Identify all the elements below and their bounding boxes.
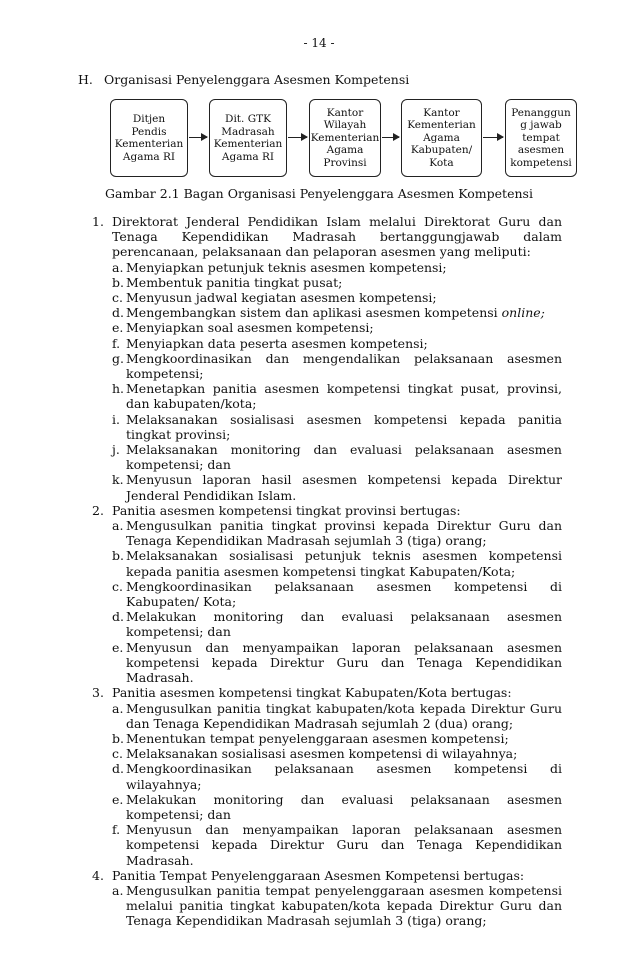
sub-item-letter: k.: [112, 472, 124, 488]
item-number: 2.: [92, 502, 104, 518]
sub-item-letter: b.: [112, 730, 124, 746]
item-number: 4.: [92, 867, 104, 883]
org-box-line: Penanggun: [511, 106, 571, 119]
sub-item: [0, 792, 638, 822]
list-item: [0, 685, 638, 700]
sub-item-letter: g.: [112, 350, 124, 366]
sub-item: [0, 412, 638, 442]
sub-item-text: Melaksanakan sosialisasi petunjuk teknis asesmen kompetensi kepada panitia asesmen kompetensi tingkat Kabupaten/Kota;: [126, 548, 562, 579]
sub-item-text: Menyiapkan soal asesmen kompetensi;: [126, 320, 374, 336]
sub-item-letter: f.: [112, 822, 121, 838]
sub-item: [0, 381, 638, 411]
sub-item: [0, 351, 638, 381]
arrow-right-icon: [483, 137, 503, 138]
task-list: [0, 214, 638, 929]
sub-item-letter: a.: [112, 882, 124, 898]
sub-item: [0, 260, 638, 275]
section-heading: [78, 72, 409, 87]
sub-item-text: Mengusulkan panitia tingkat kabupaten/kota kepada Direktur Guru dan Tenaga Kependidikan Madrasah sejumlah 2 (dua) orang;: [126, 700, 562, 731]
sub-item: [0, 701, 638, 731]
arrow-right-icon: [382, 137, 399, 138]
item-text: Direktorat Jenderal Pendidikan Islam melalui Direktorat Guru dan Tenaga Kependidikan Madrasah bertanggungjawab dalam perencanaan, pelaksanaan dan pelaporan asesmen yang meliputi:: [112, 214, 562, 260]
sub-item-letter: f.: [112, 335, 121, 351]
org-box-line: Wilayah: [323, 119, 367, 132]
sub-item-letter: h.: [112, 381, 125, 397]
item-number: 1.: [92, 214, 104, 229]
sub-item-text: Mengkoordinasikan pelaksanaan asesmen kompetensi di wilayahnya;: [126, 761, 562, 792]
sub-item-letter: i.: [112, 411, 120, 427]
item-text: Panitia asesmen kompetensi tingkat Kabupaten/Kota bertugas:: [112, 685, 512, 701]
sub-item-letter: c.: [112, 746, 123, 762]
sub-item-text: Melaksanakan sosialisasi asesmen kompetensi di wilayahnya;: [126, 746, 518, 762]
sub-item-letter: d.: [112, 609, 124, 625]
item-text: Panitia Tempat Penyelenggaraan Asesmen Kompetensi bertugas:: [112, 867, 525, 883]
sub-item-text: Mengembangkan sistem dan aplikasi asesmen kompetensi: [126, 305, 502, 321]
org-box-line: Kementerian: [407, 119, 476, 132]
org-box-kanwil-provinsi: [309, 99, 381, 177]
sub-item: [0, 640, 638, 686]
section-letter: H.: [78, 72, 93, 87]
arrow-right-icon: [288, 137, 307, 138]
sub-item-letter: j.: [112, 442, 120, 458]
org-box-line: g jawab: [520, 119, 562, 132]
sub-item-text: Menyiapkan data peserta asesmen kompetensi;: [126, 335, 428, 351]
sub-item-letter: a.: [112, 700, 124, 716]
org-box-kankemenag-kabkota: [401, 99, 482, 177]
sub-item-text: Mengusulkan panitia tingkat provinsi kepada Direktur Guru dan Tenaga Kependidikan Madrasah sejumlah 3 (tiga) orang;: [126, 518, 562, 549]
org-box-line: Agama: [326, 144, 364, 157]
sub-item-letter: a.: [112, 518, 124, 534]
sub-item: [0, 609, 638, 639]
org-box-line: Kementerian: [114, 138, 184, 150]
org-box-dit-gtk-madrasah: [209, 99, 287, 177]
sub-item-letter: b.: [112, 274, 124, 290]
sub-item: [0, 472, 638, 502]
figure-caption: Gambar 2.1 Bagan Organisasi Penyelenggara Asesmen Kompetensi: [105, 186, 533, 201]
sub-item-text: Menentukan tempat penyelenggaraan asesmen kompetensi;: [126, 730, 509, 746]
org-box-line: Kantor: [423, 106, 460, 119]
sub-item: [0, 442, 638, 472]
sub-item: [0, 320, 638, 335]
sub-item-text: Melakukan monitoring dan evaluasi pelaksanaan asesmen kompetensi; dan: [126, 791, 562, 822]
org-box-ditjen-pendis: [110, 99, 188, 177]
sub-item-text: Melaksanakan monitoring dan evaluasi pelaksanaan asesmen kompetensi; dan: [126, 442, 562, 473]
sub-item-text: Melakukan monitoring dan evaluasi pelaksanaan asesmen kompetensi; dan: [126, 609, 562, 640]
sub-item-text: Menyusun dan menyampaikan laporan pelaksanaan asesmen kompetensi kepada Direktur Guru dan Tenaga Kependidikan Madrasah.: [126, 822, 562, 868]
sub-item-text: Menyusun dan menyampaikan laporan pelaksanaan asesmen kompetensi kepada Direktur Guru dan Tenaga Kependidikan Madrasah.: [126, 639, 562, 686]
sub-item: [0, 731, 638, 746]
org-box-line: kompetensi: [510, 156, 572, 169]
section-title: Organisasi Penyelenggara Asesmen Kompetensi: [104, 72, 410, 87]
list-item: [0, 503, 638, 518]
org-box-line: Madrasah: [221, 125, 275, 138]
org-box-penanggung-jawab-tempat: [505, 99, 577, 177]
org-box-line: Ditjen: [132, 113, 166, 125]
sub-item: [0, 579, 638, 609]
sub-item: [0, 746, 638, 761]
sub-item-letter: b.: [112, 548, 124, 564]
sub-item: [0, 883, 638, 929]
list-item: [0, 214, 638, 260]
org-box-line: Agama RI: [122, 150, 176, 163]
sub-item-text: Menyusun laporan hasil asesmen kompetensi kepada Direktur Jenderal Pendidikan Islam.: [126, 472, 562, 503]
sub-item-letter: a.: [112, 259, 124, 275]
sub-item-letter: c.: [112, 578, 123, 594]
org-chart: [110, 99, 580, 181]
sub-item-letter: e.: [112, 320, 124, 336]
org-box-line: Provinsi: [323, 156, 367, 169]
org-box-line: asesmen: [517, 144, 565, 157]
sub-item: [0, 761, 638, 791]
org-box-line: Agama RI: [221, 150, 275, 163]
org-box-line: Dit. GTK: [225, 113, 271, 125]
org-box-line: Kementerian: [310, 131, 380, 144]
sub-item: [0, 305, 638, 320]
sub-item-text: Menetapkan panitia asesmen kompetensi tingkat pusat, provinsi, dan kabupaten/kota;: [126, 381, 562, 412]
sub-item: [0, 518, 638, 548]
sub-item: [0, 822, 638, 868]
sub-item-text: Mengusulkan panitia tempat penyelenggaraan asesmen kompetensi melalui panitia tingkat kabupaten/kota kepada Direktur Guru dan Tenaga Kependidikan Madrasah sejumlah 3 (tiga) orang;: [126, 882, 562, 929]
sub-item-text: Melaksanakan sosialisasi asesmen kompetensi kepada panitia tingkat provinsi;: [126, 411, 562, 442]
sub-item-letter: d.: [112, 761, 124, 777]
sub-item-letter: e.: [112, 639, 124, 655]
org-box-line: Kota: [429, 156, 454, 169]
sub-item-letter: d.: [112, 305, 124, 321]
sub-item: [0, 548, 638, 578]
sub-item-letter: c.: [112, 290, 123, 306]
sub-item-text: Mengkoordinasikan pelaksanaan asesmen kompetensi di Kabupaten/ Kota;: [126, 578, 562, 610]
sub-item-letter: e.: [112, 791, 124, 807]
arrow-right-icon: [189, 137, 207, 138]
sub-item-text: Menyusun jadwal kegiatan asesmen kompetensi;: [126, 290, 437, 306]
org-box-line: tempat: [522, 131, 560, 144]
sub-item-italic: online;: [501, 305, 545, 321]
org-box-line: Kantor: [326, 106, 364, 119]
org-box-line: Pendis: [131, 125, 167, 138]
org-box-line: Agama: [423, 131, 460, 144]
org-box-line: Kabupaten/: [410, 144, 473, 157]
sub-item: [0, 336, 638, 351]
sub-item-text: Menyiapkan petunjuk teknis asesmen kompetensi;: [126, 259, 447, 275]
org-box-line: Kementerian: [213, 138, 283, 150]
sub-item: [0, 290, 638, 305]
sub-item-text: Membentuk panitia tingkat pusat;: [126, 274, 343, 290]
page-number: - 14 -: [303, 36, 335, 50]
list-item: [0, 868, 638, 883]
item-text: Panitia asesmen kompetensi tingkat provinsi bertugas:: [112, 502, 461, 518]
item-number: 3.: [92, 685, 104, 701]
sub-item: [0, 275, 638, 290]
sub-item-text: Mengkoordinasikan dan mengendalikan pelaksanaan asesmen kompetensi;: [126, 350, 562, 382]
